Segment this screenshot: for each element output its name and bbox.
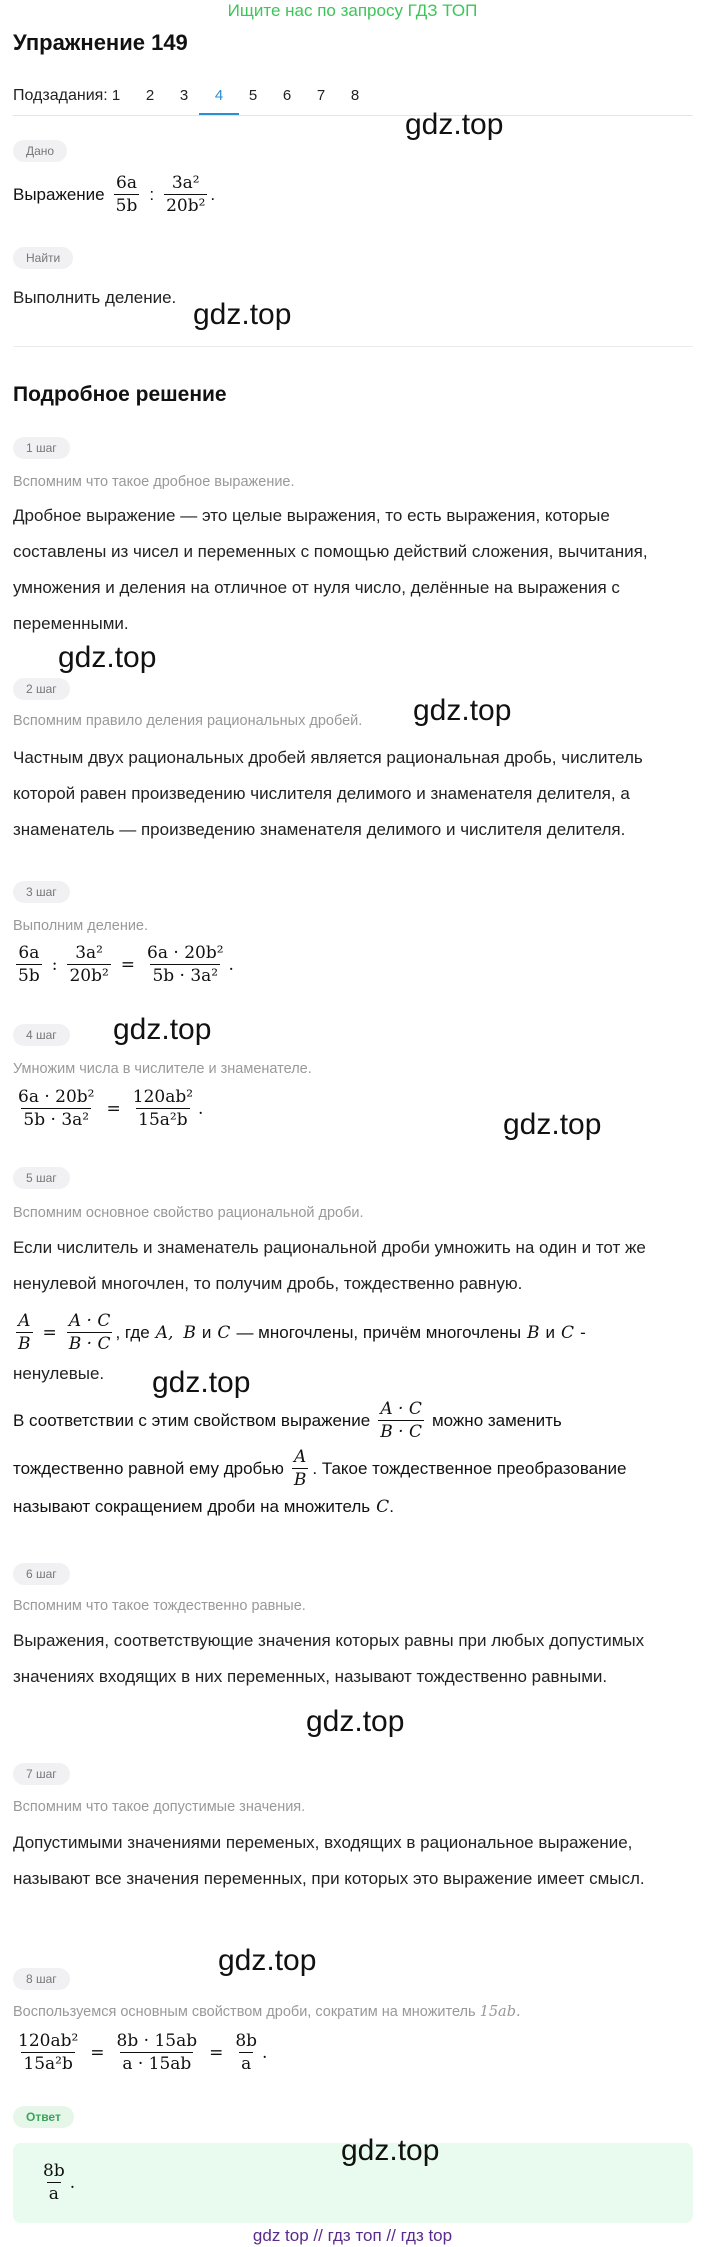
watermark: gdz.top — [58, 641, 157, 674]
step-1-hint: Вспомним что такое дробное выражение. — [13, 474, 295, 490]
given-prefix: Выражение — [13, 184, 105, 204]
tab-8[interactable]: 8 — [350, 87, 360, 104]
given-fraction-1: $\frac{6a}{5b}$ — [115, 173, 138, 216]
divider — [13, 346, 693, 347]
find-pill: Найти — [13, 247, 73, 269]
step-3-pill: 3 шаг — [13, 881, 70, 903]
step-4-formula: $\frac{\text{6a · 20b²}}{\text{5b · 3a²}}$ = $\frac{\text{120ab²}}{\text{15a²b}}$ . — [18, 1087, 204, 1130]
answer-formula: $\frac{8b}{a}$ . — [43, 2161, 76, 2204]
step-3-hint: Выполним деление. — [13, 918, 149, 934]
step-5-line-4: называют сокращением дроби на множитель C . — [13, 1497, 394, 1517]
given-pill: Дано — [13, 140, 67, 162]
step-8-formula: $\frac{\text{120ab²}}{\text{15a²b}}$ = $\frac{8b \cdot 15ab}{a \cdot 15ab}$ = $\frac{8b}{a}$ . — [18, 2031, 268, 2074]
answer-pill: Ответ — [13, 2106, 74, 2128]
watermark: gdz.top — [413, 694, 512, 727]
step-2-hint: Вспомним правило деления рациональных дробей. — [13, 713, 363, 729]
step-1-pill: 1 шаг — [13, 437, 70, 459]
tab-3[interactable]: 3 — [179, 87, 189, 104]
given-fraction-2: $\frac{\text{3a²}}{\text{20b²}}$ — [166, 173, 206, 216]
step-4-pill: 4 шаг — [13, 1024, 70, 1046]
given-expression: Выражение $\frac{6a}{5b}$ : $\frac{\text{3a²}}{\text{20b²}}$ . — [13, 173, 216, 216]
step-1-text: Дробное выражение — это целые выражения, то есть выражения, которые составлены из чисел и переменных с помощью действий сложения, вычитания, умножения и деления на отличное от нуля число, делённые на выражения с переменными. — [13, 506, 648, 633]
watermark: gdz.top — [113, 1013, 212, 1046]
step-7-text: Допустимыми значениями переменых, входящих в рациональное выражение, называют все значения переменных, при которых это выражение имеет смысл. — [13, 1833, 645, 1888]
step-7-hint: Вспомним что такое допустимые значения. — [13, 1799, 306, 1815]
step-5-nonzero: ненулевые. — [13, 1364, 105, 1383]
step-8-pill: 8 шаг — [13, 1968, 70, 1990]
watermark: gdz.top — [152, 1366, 251, 1399]
tab-2[interactable]: 2 — [145, 87, 155, 104]
step-6-pill: 6 шаг — [13, 1563, 70, 1585]
active-tab-indicator — [199, 113, 239, 115]
step-5-line-3: тождественно равной ему дробью $\frac{A}{B}$ . Такое тождественное преобразование — [13, 1447, 627, 1490]
subtask-tabs — [13, 83, 693, 116]
watermark: gdz.top — [193, 298, 292, 331]
page-title: Упражнение 149 — [13, 30, 188, 55]
step-5-line-2: В соответствии с этим свойством выражение $\frac{A \cdot C}{B \cdot C}$ можно заменить — [13, 1399, 562, 1442]
step-6-text: Выражения, соответствующие значения которых равны при любых допустимых значениях входящих в них переменных, называют тождественно равными. — [13, 1631, 645, 1686]
step-2-pill: 2 шаг — [13, 678, 70, 700]
find-text: Выполнить деление. — [13, 288, 177, 307]
step-8-hint: Воспользуемся основным свойством дроби, сократим на множитель 15ab. — [13, 2004, 521, 2020]
watermark: gdz.top — [218, 1944, 317, 1977]
solution-title: Подробное решение — [13, 383, 227, 406]
step-3-formula: $\frac{6a}{5b}$ : $\frac{\text{3a²}}{\text{20b²}}$ = $\frac{\text{6a · 20b²}}{\text{5b · 3a²}}$ . — [18, 943, 234, 986]
watermark: gdz.top — [503, 1108, 602, 1141]
step-4-hint: Умножим числа в числителе и знаменателе. — [13, 1061, 312, 1077]
step-7-pill: 7 шаг — [13, 1763, 70, 1785]
tab-5[interactable]: 5 — [248, 87, 258, 104]
subtasks-label: Подзадания: — [13, 87, 108, 104]
tab-6[interactable]: 6 — [282, 87, 292, 104]
step-5-property: $\frac{A}{B}$ = $\frac{A \cdot C}{B \cdot C}$ , где A, B и C — многочлены, причём многочлены B и C - — [18, 1311, 586, 1354]
step-5-hint: Вспомним основное свойство рациональной дроби. — [13, 1205, 364, 1221]
tab-4[interactable]: 4 — [214, 87, 224, 104]
step-5-pill: 5 шаг — [13, 1167, 70, 1189]
watermark: gdz.top — [306, 1705, 405, 1738]
step-2-text: Частным двух рациональных дробей является рациональная дробь, числитель которой равен произведению числителя делимого и знаменателя делителя, а знаменатель — произведению знаменателя делимого и числителя делителя. — [13, 748, 643, 839]
top-banner: Ищите нас по запросу ГДЗ ТОП — [227, 1, 478, 20]
tab-7[interactable]: 7 — [316, 87, 326, 104]
watermark: gdz.top — [405, 108, 504, 141]
step-6-hint: Вспомним что такое тождественно равные. — [13, 1598, 306, 1614]
watermark: gdz.top — [341, 2134, 440, 2167]
tab-1[interactable]: 1 — [111, 87, 121, 104]
step-5-text-1: Если числитель и знаменатель рациональной дроби умножить на один и тот же ненулевой многочлен, то получим дробь, тождественно равную. — [13, 1238, 646, 1293]
footer-links[interactable]: gdz top // гдз топ // гдз top — [252, 2226, 453, 2245]
